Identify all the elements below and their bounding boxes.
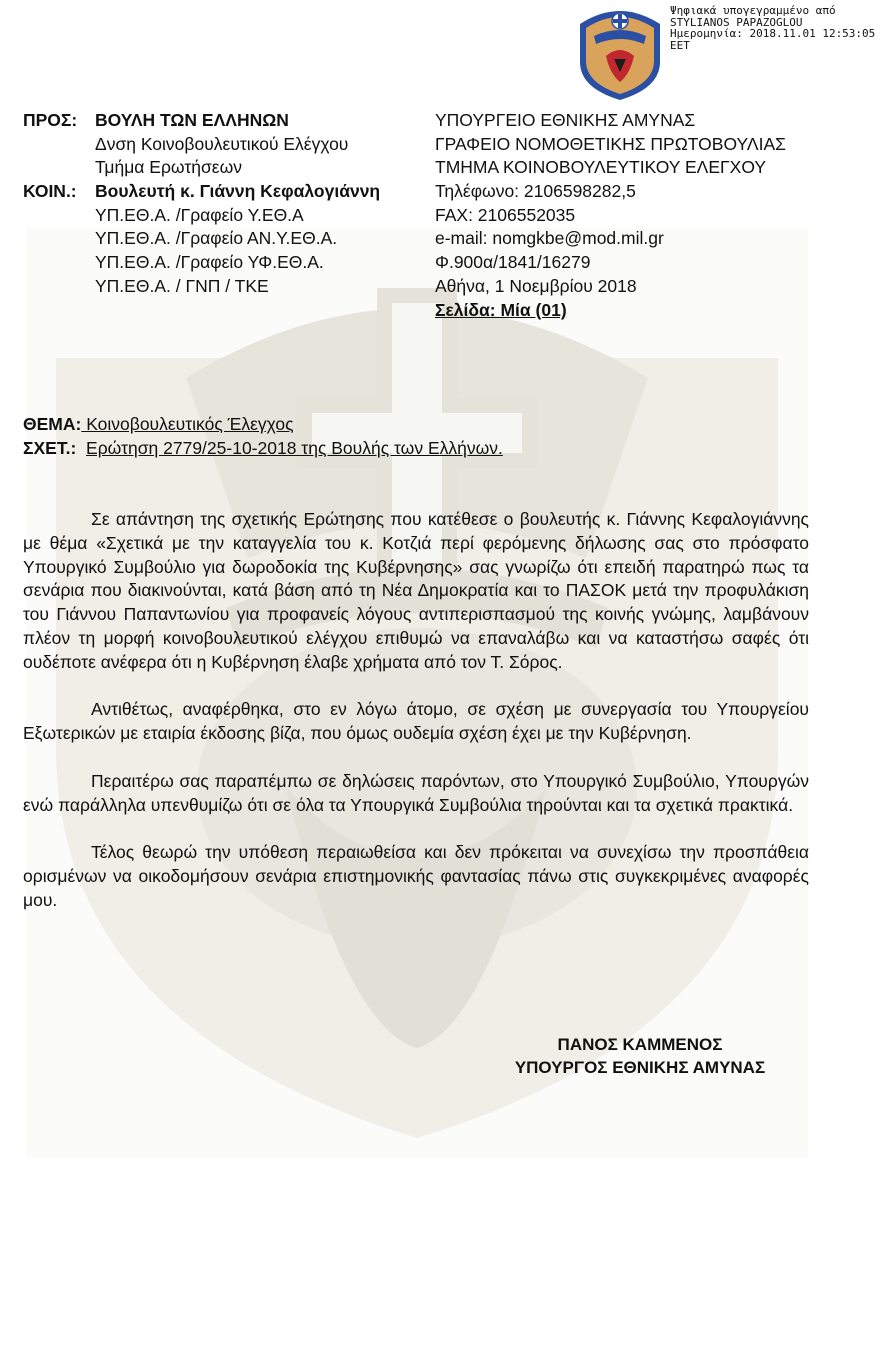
sender-block bbox=[435, 108, 875, 321]
to-label: ΠΡΟΣ: bbox=[23, 110, 78, 130]
ref-value: Ερώτηση 2779/25-10-2018 της Βουλής των Ελλήνων. bbox=[86, 438, 503, 458]
sender-line: ΥΠΟΥΡΓΕΙΟ ΕΘΝΙΚΗΣ ΑΜΥΝΑΣ bbox=[435, 110, 696, 130]
body-paragraph: Περαιτέρω σας παραπέμπω σε δηλώσεις παρόντων, στο Υπουργικό Συμβούλιο, Υπουργών ενώ παράλληλα υπενθυμίζω ότι σε όλα τα Υπουργικά Συμβούλια τηρούνται και τα σχετικά πρακτικά. bbox=[23, 770, 809, 815]
army-emblem-icon bbox=[576, 4, 664, 102]
theme-value: Κοινοβουλευτικός Έλεγχος bbox=[81, 414, 294, 434]
signature-line: EET bbox=[670, 38, 690, 52]
body-paragraph: Τέλος θεωρώ την υπόθεση περαιωθείσα και δεν πρόκειται να συνεχίσω την προσπάθεια ορισμένων να οικοδομήσουν σενάρια επιστημονικής φαντασίας πάνω στις συγκεκριμένες αναφορές μου. bbox=[23, 842, 809, 910]
reference-number: Φ.900α/1841/16279 bbox=[435, 252, 591, 273]
phone-line: Τηλέφωνο: 2106598282,5 bbox=[435, 181, 636, 202]
digital-signature-text bbox=[670, 5, 880, 51]
cc-recipient-line: ΥΠ.ΕΘ.Α. /Γραφείο ΥΦ.ΕΘ.Α. bbox=[95, 252, 324, 273]
subject-block bbox=[23, 412, 503, 460]
recipient-line: Δνση Κοινοβουλευτικού Ελέγχου bbox=[95, 133, 349, 154]
signer-block bbox=[500, 1033, 780, 1079]
body-paragraph: Αντιθέτως, αναφέρθηκα, στο εν λόγω άτομο, σε σχέση με συνεργασία του Υπουργείου Εξωτερικών με εταιρία έκδοσης βίζα, που όμως ουδεμία σχέση έχει με την Κυβέρνηση. bbox=[23, 699, 809, 744]
recipient-line: Τμήμα Ερωτήσεων bbox=[95, 157, 242, 178]
cc-recipient-line: ΥΠ.ΕΘ.Α. /Γραφείο ΑΝ.Υ.ΕΘ.Α. bbox=[95, 228, 338, 249]
page-count: Σελίδα: Μία (01) bbox=[435, 299, 567, 320]
signer-title: ΥΠΟΥΡΓΟΣ ΕΘΝΙΚΗΣ ΑΜΥΝΑΣ bbox=[514, 1058, 766, 1077]
signer-name: ΠΑΝΟΣ ΚΑΜΜΕΝΟΣ bbox=[557, 1035, 723, 1054]
cc-recipient-line: ΥΠ.ΕΘ.Α. /Γραφείο Υ.ΕΘ.Α bbox=[95, 204, 304, 225]
sender-line: ΤΜΗΜΑ ΚΟΙΝΟΒΟΥΛΕΥΤΙΚΟΥ ΕΛΕΓΧΟΥ bbox=[435, 157, 767, 178]
recipient-labels bbox=[23, 108, 95, 203]
recipient-line: ΒΟΥΛΗ ΤΩΝ ΕΛΛΗΝΩΝ bbox=[95, 110, 289, 130]
recipient-block bbox=[95, 108, 435, 298]
signature-line: Ψηφιακά υπογεγραμμένο από bbox=[670, 4, 836, 17]
signature-line: Ημερομηνία: 2018.11.01 12:53:05 bbox=[670, 27, 876, 40]
letter-body bbox=[23, 508, 809, 936]
body-paragraph: Σε απάντηση της σχετικής Ερώτησης που κατέθεσε ο βουλευτής κ. Γιάννης Κεφαλογιάννης με θέμα «Σχετικά με την καταγγελία του κ. Κοτζιά περί φερόμενης δήλωσης σας στο πρόσφατο Υπουργικό Συμβούλιο για δωροδοκία της Κυβέρνησης» σας γνωρίζω ότι επειδή παρατηρώ πως τα σενάρια που διακινούνται, κατά βάση από τη Νέα Δημοκρατία και το ΠΑΣΟΚ μετά την προφυλάκιση του Γιάννου Παπαντωνίου για προφανείς λόγους αντιπερισπασμού της κοινής γνώμης, λαμβάνουν πλέον τη μορφή κοινοβουλευτικού ελέγχου επιθυμώ να επαναλάβω και να καταστήσω σαφές ότι ουδέποτε ανέφερα ότι η Κυβέρνηση έλαβε χρήματα από τον Τ. Σόρος. bbox=[23, 509, 809, 672]
cc-recipient-line: ΥΠ.ΕΘ.Α. / ΓΝΠ / ΤΚΕ bbox=[95, 275, 269, 296]
signature-line: STYLIANOS PAPAZOGLOU bbox=[670, 15, 803, 29]
theme-label: ΘΕΜΑ: bbox=[23, 414, 82, 434]
email-line: e-mail: nomgkbe@mod.mil.gr bbox=[435, 228, 664, 249]
cc-recipient-line: Βουλευτή κ. Γιάννη Κεφαλογιάννη bbox=[95, 181, 381, 202]
cc-label: ΚΟΙΝ.: bbox=[23, 181, 77, 202]
sender-line: ΓΡΑΦΕΙΟ ΝΟΜΟΘΕΤΙΚΗΣ ΠΡΩΤΟΒΟΥΛΙΑΣ bbox=[435, 133, 786, 154]
ref-label: ΣΧΕΤ.: bbox=[23, 438, 77, 458]
fax-line: FAX: 2106552035 bbox=[435, 204, 576, 225]
date-line: Αθήνα, 1 Νοεμβρίου 2018 bbox=[435, 275, 637, 296]
